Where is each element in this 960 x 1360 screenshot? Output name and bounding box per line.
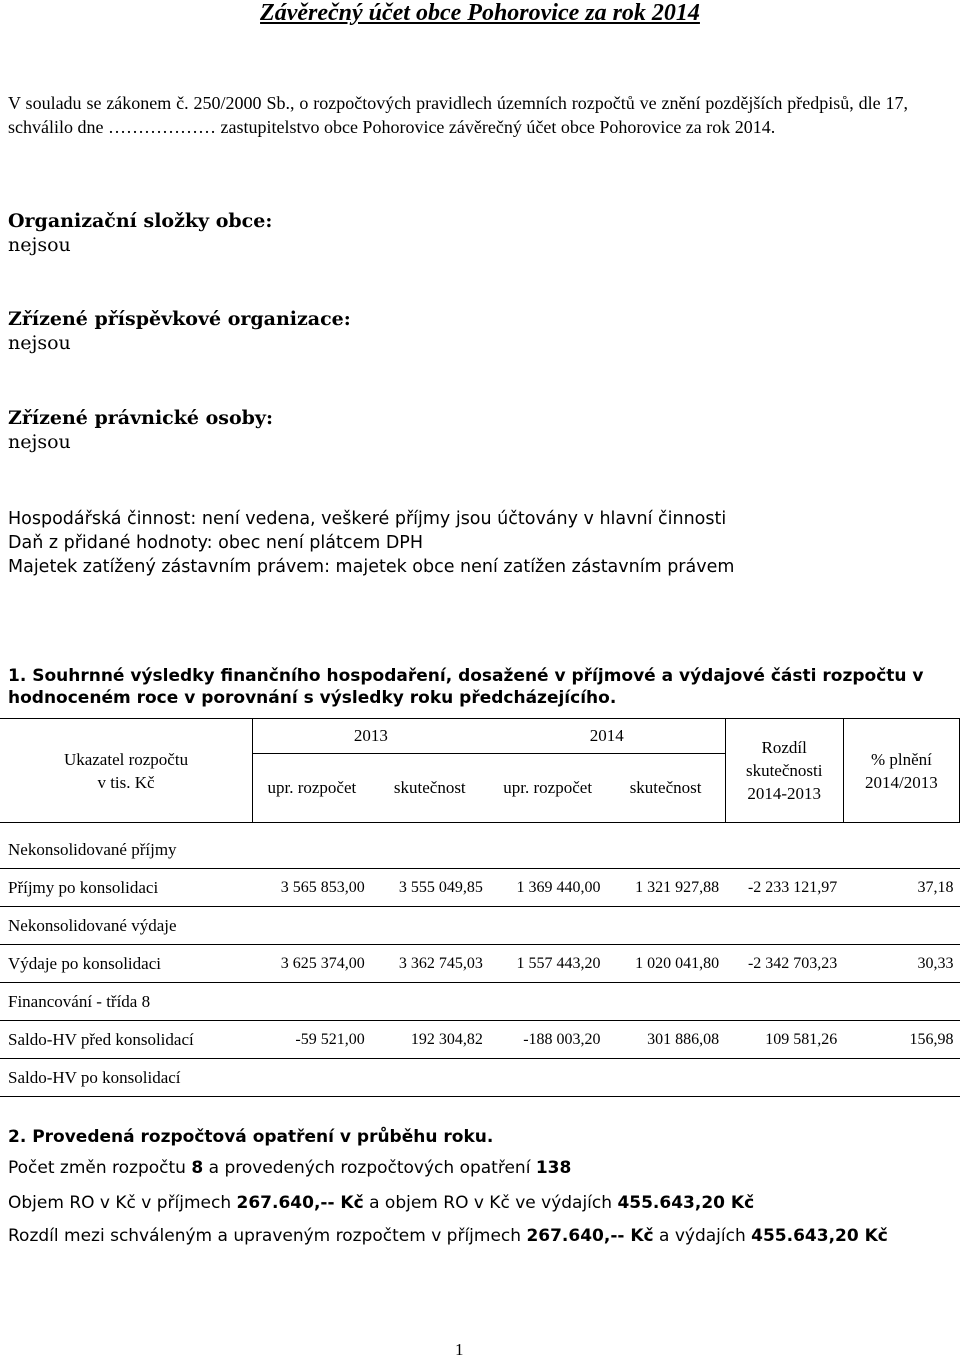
row-value: [371, 823, 489, 869]
row-value: [843, 1059, 959, 1097]
row-value: -188 003,20: [489, 1021, 607, 1059]
row-value: [253, 983, 371, 1021]
page-number: 1: [455, 1340, 464, 1359]
row-value: [725, 983, 843, 1021]
row-value: -59 521,00: [253, 1021, 371, 1059]
intro-paragraph: V souladu se zákonem č. 250/2000 Sb., o rozpočtových pravidlech územních rozpočtů ve znění pozdějších předpisů, dle 17, schválilo dne ……………… zastupitelstvo obce Pohorovice závěrečný účet obce Pohorovice za rok 2014.: [8, 93, 908, 137]
row-value: [607, 983, 726, 1021]
row-value: -2 342 703,23: [725, 945, 843, 983]
table-row: [0, 869, 960, 907]
row-label: Financování - třída 8: [0, 983, 253, 1021]
row-label: Saldo-HV před konsolidací: [0, 1021, 253, 1059]
table-row: [0, 983, 960, 1021]
footer-line-2: Objem RO v Kč v příjmech 267.640,-- Kč a objem RO v Kč ve výdajích 455.643,20 Kč: [8, 1193, 755, 1213]
footer-line-1: Počet změn rozpočtu 8 a provedených rozpočtových opatření 138: [8, 1158, 572, 1178]
row-value: [725, 1059, 843, 1097]
row-label: Nekonsolidované výdaje: [0, 907, 253, 945]
row-value: 156,98: [843, 1021, 959, 1059]
section-1-heading: 1. Souhrnné výsledky finančního hospodaření, dosažené v příjmové a výdajové části rozpočtu v hodnoceném roce v porovnání s výsledky roku předcházejícího.: [8, 666, 924, 708]
legal-entities-heading: Zřízené právnické osoby:: [8, 407, 273, 429]
contrib-orgs-heading: Zřízené příspěvkové organizace:: [8, 308, 351, 330]
contrib-orgs-value: nejsou: [8, 332, 71, 354]
legal-entities-value: nejsou: [8, 431, 71, 453]
row-value: 3 565 853,00: [253, 869, 371, 907]
row-value: 37,18: [843, 869, 959, 907]
table-row: [0, 945, 960, 983]
table-row: [0, 1021, 960, 1059]
row-value: 30,33: [843, 945, 959, 983]
table-row: [0, 1059, 960, 1097]
section-2-heading: 2. Provedená rozpočtová opatření v průběhu roku.: [8, 1127, 494, 1147]
col-2014-actual: skutečnost: [607, 754, 726, 823]
row-value: [371, 907, 489, 945]
row-value: [843, 983, 959, 1021]
row-value: [371, 983, 489, 1021]
row-value: [489, 1059, 607, 1097]
row-value: 1 020 041,80: [607, 945, 726, 983]
col-2014-budget: upr. rozpočet: [503, 778, 593, 797]
row-value: [489, 907, 607, 945]
col-2013-budget: upr. rozpočet: [267, 778, 357, 797]
row-value: [843, 823, 959, 869]
table-row: [0, 823, 960, 869]
info-line: Hospodářská činnost: není vedena, veškeré příjmy jsou účtovány v hlavní činnosti: [8, 509, 727, 529]
row-value: 301 886,08: [607, 1021, 726, 1059]
pct-header: % plnění: [870, 749, 932, 769]
row-value: 1 369 440,00: [489, 869, 607, 907]
row-value: [253, 1059, 371, 1097]
row-value: [725, 907, 843, 945]
row-label: Výdaje po konsolidaci: [0, 945, 253, 983]
row-value: 3 362 745,03: [371, 945, 489, 983]
row-value: [253, 907, 371, 945]
row-value: -2 233 121,97: [725, 869, 843, 907]
document-title: Závěrečný účet obce Pohorovice za rok 2014: [260, 0, 700, 26]
row-label: Nekonsolidované příjmy: [0, 823, 253, 869]
row-value: [489, 983, 607, 1021]
row-value: 192 304,82: [371, 1021, 489, 1059]
indicator-header: Ukazatel rozpočtu: [63, 749, 189, 769]
table-row: [0, 907, 960, 945]
row-value: [371, 1059, 489, 1097]
row-value: [607, 823, 726, 869]
results-table: Ukazatel rozpočtu v tis. Kč 2013 2014 Rozdíl skutečnosti 2014-2013 % plnění 2014/2013 upr. rozpočet skutečnost upr. rozpočet skutečnost Nekonsolidované příjmy Příjmy po konsolidaci 3 565 853,00 3 555 049,85 1 369 440,00 1 321 927,88 -2 233 121,97 37,18 Nekonsolidované výdaje Výdaje po konsolidaci 3 625 374,00 3 362 745,03 1 557 443,20 1 020 041,80 -2 342 703,23 30,33 Financování - třída 8 Saldo-HV před konsolidací -59 521,00 192 304,82 -188 003,20 301 886,08 109 581,26 156,98 Saldo-HV po konsolidací: [0, 718, 960, 1097]
row-value: [725, 823, 843, 869]
row-value: [253, 823, 371, 869]
diff-header: Rozdíl: [761, 738, 807, 757]
indicator-unit-header: v tis. Kč: [97, 772, 155, 792]
row-label: Příjmy po konsolidaci: [0, 869, 253, 907]
row-value: 1 557 443,20: [489, 945, 607, 983]
row-value: 3 555 049,85: [371, 869, 489, 907]
row-value: [843, 907, 959, 945]
row-value: 1 321 927,88: [607, 869, 726, 907]
info-line: Daň z přidané hodnoty: obec není plátcem DPH: [8, 533, 424, 553]
year-2014-header: 2014: [489, 719, 725, 754]
org-units-heading: Organizační složky obce:: [8, 210, 273, 232]
row-value: 3 625 374,00: [253, 945, 371, 983]
row-value: [607, 907, 726, 945]
row-value: 109 581,26: [725, 1021, 843, 1059]
footer-line-3: Rozdíl mezi schváleným a upraveným rozpočtem v příjmech 267.640,-- Kč a výdajích 455.643,20 Kč: [8, 1226, 888, 1246]
row-label: Saldo-HV po konsolidací: [0, 1059, 253, 1097]
row-value: [607, 1059, 726, 1097]
col-2013-actual: skutečnost: [393, 778, 466, 797]
org-units-value: nejsou: [8, 234, 71, 256]
year-2013-header: 2013: [253, 719, 489, 754]
row-value: [489, 823, 607, 869]
info-line: Majetek zatížený zástavním právem: majetek obce není zatížen zástavním právem: [8, 557, 735, 577]
